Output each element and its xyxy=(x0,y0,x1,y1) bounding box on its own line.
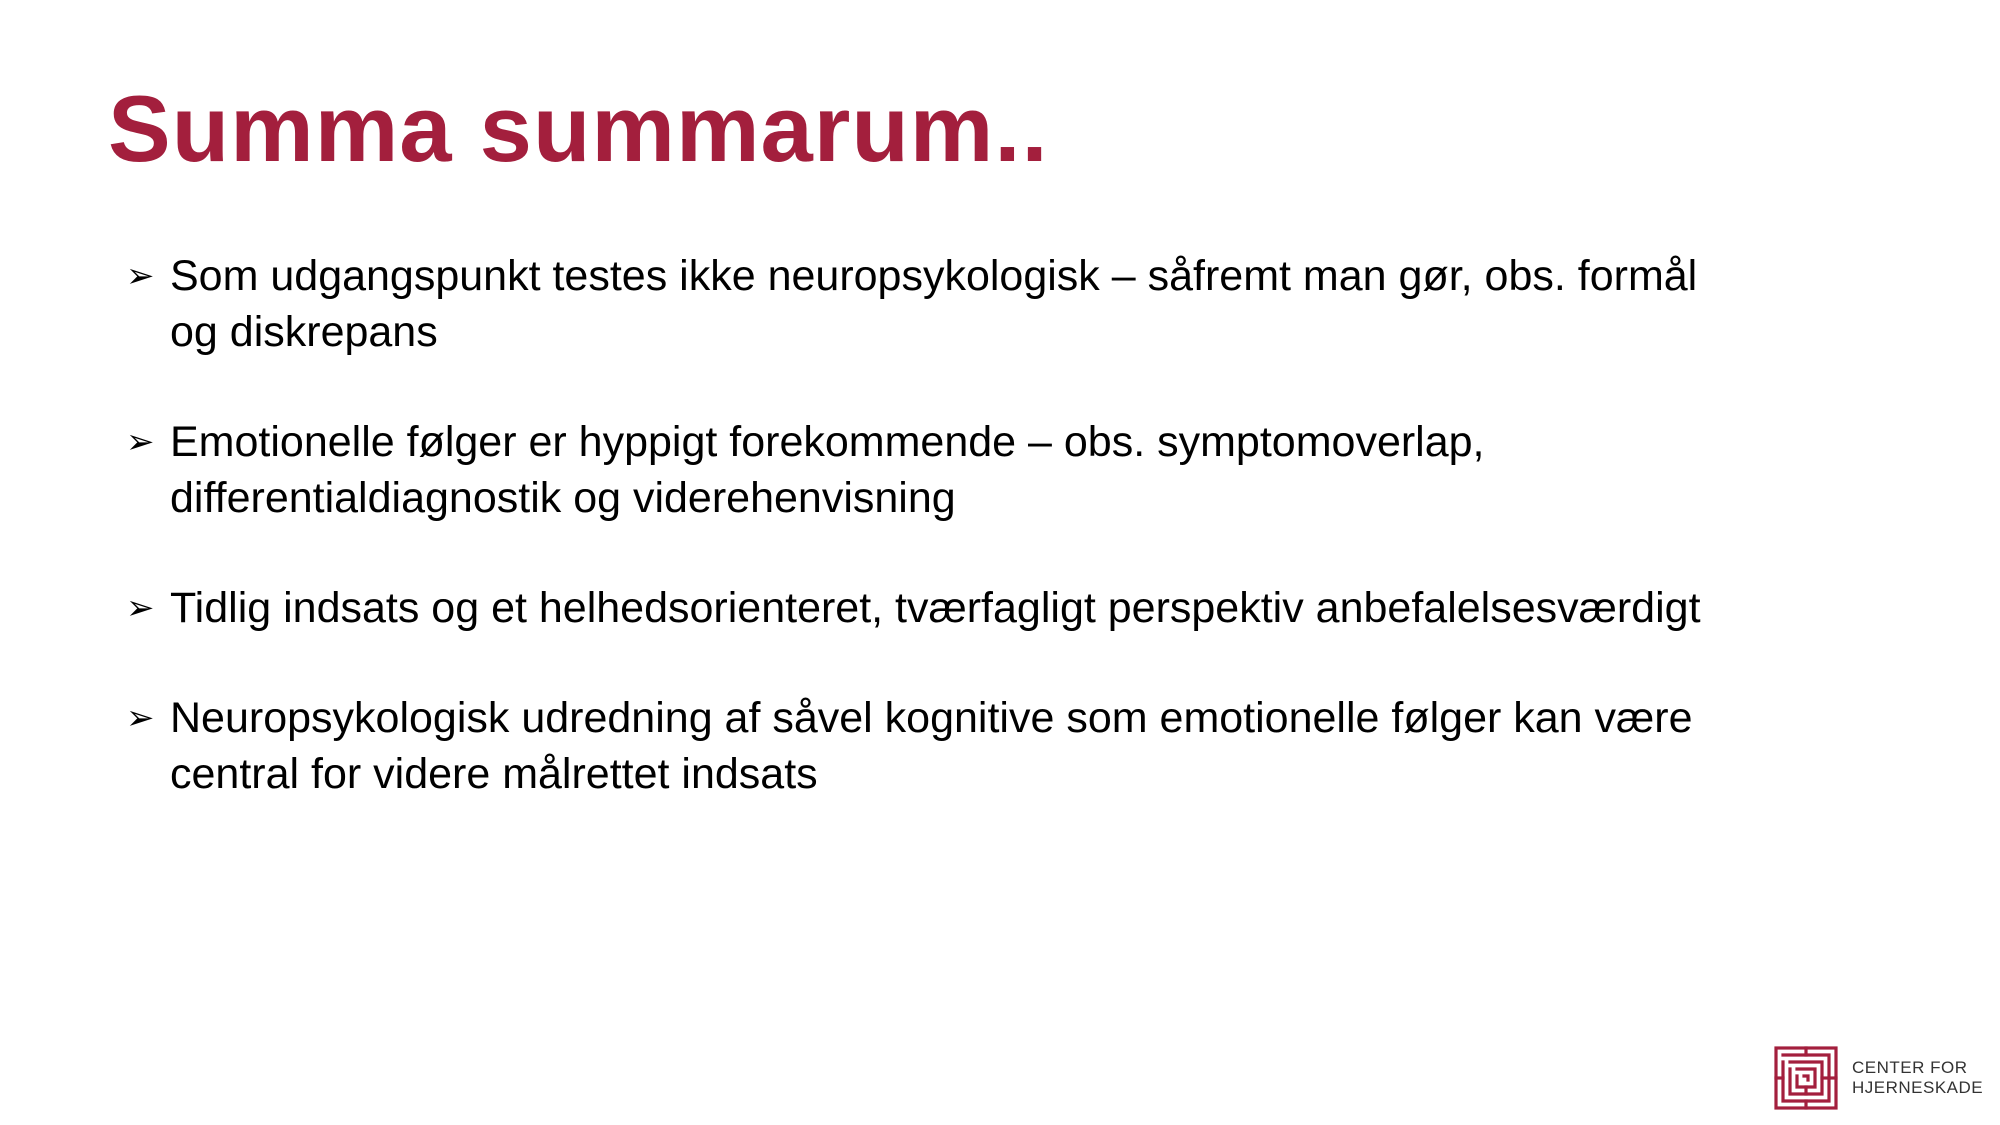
bullet-line: Tidlig indsats og et helhedsorienteret, tværfagligt perspektiv anbefalelsesværdigt xyxy=(170,584,1701,632)
bullet-item xyxy=(126,580,1886,636)
bullet-line: differentialdiagnostik og viderehenvisning xyxy=(170,474,956,522)
logo-text xyxy=(1852,1058,1983,1098)
organization-logo xyxy=(1774,1046,1983,1110)
bullet-text xyxy=(170,690,1693,802)
bullet-item xyxy=(126,690,1886,802)
arrow-bullet-icon: ➢ xyxy=(126,256,155,296)
bullet-line: Emotionelle følger er hyppigt forekommende – obs. symptomoverlap, xyxy=(170,418,1485,466)
bullet-line: og diskrepans xyxy=(170,308,438,356)
bullet-line: Neuropsykologisk udredning af såvel kognitive som emotionelle følger kan være xyxy=(170,694,1693,742)
bullet-line: central for videre målrettet indsats xyxy=(170,750,818,798)
bullet-item xyxy=(126,248,1886,360)
logo-text-line: CENTER FOR xyxy=(1852,1058,1968,1077)
logo-text-line: HJERNESKADE xyxy=(1852,1078,1984,1097)
bullet-text xyxy=(170,580,1701,636)
arrow-bullet-icon: ➢ xyxy=(126,422,155,462)
bullet-text xyxy=(170,414,1485,526)
maze-logo-icon xyxy=(1774,1046,1838,1110)
bullet-item xyxy=(126,414,1886,526)
bullet-line: Som udgangspunkt testes ikke neuropsykologisk – såfremt man gør, obs. formål xyxy=(170,252,1698,300)
arrow-bullet-icon: ➢ xyxy=(126,698,155,738)
arrow-bullet-icon: ➢ xyxy=(126,588,155,628)
bullet-text xyxy=(170,248,1697,360)
slide-title: Summa summarum.. xyxy=(108,76,1049,181)
